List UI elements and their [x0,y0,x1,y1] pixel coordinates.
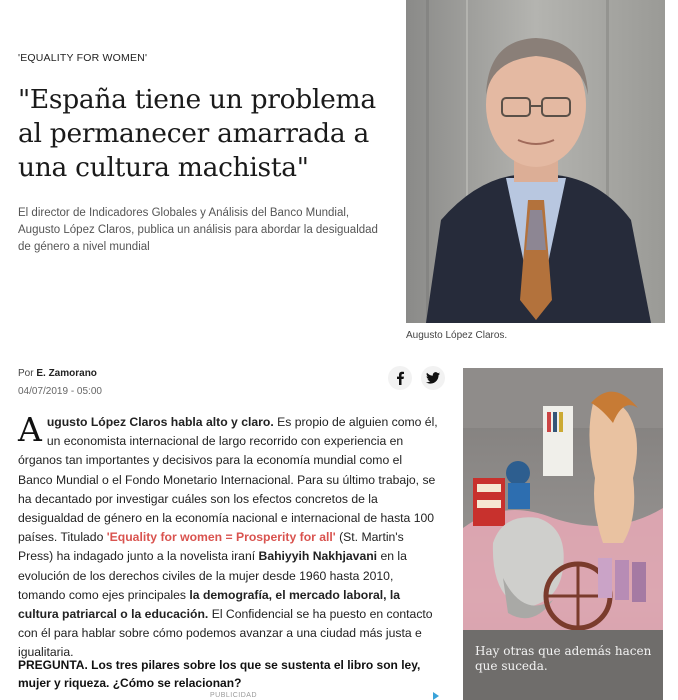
twitter-icon [426,372,440,384]
article-headline: "España tiene un problema al permanecer amarrada a una cultura machista" [18,84,376,183]
article-standfirst: El director de Indicadores Globales y Análisis del Banco Mundial, Augusto López Claros, publica un análisis para abordar la desigualdad de género a nivel mundial [18,207,378,253]
author-link[interactable]: E. Zamorano [36,368,97,379]
lead-bold: ugusto López Claros habla alto y claro. [46,415,274,429]
hero-photo [406,0,665,323]
book-title-link[interactable]: 'Equality for women = Prosperity for all' [106,530,336,545]
body-text-3: en la evolución de los derechos civiles de la mujer desde 1960 hasta 2010, tomando como ejes principales [18,549,407,602]
body-text-2: (St. Martin's Press) ha indagado junto a la novelista iraní [18,530,404,564]
adchoices-icon[interactable] [432,692,440,700]
body-text-1: Es propio de alguien como él, un economista internacional de largo recorrido con experiencia en órganos tan importantes y decisivos para la economía mundial como el Banco Mundial o el Fondo Monetario Internacional. Para su último trabajo, se ha decantado por investigar cuáles son los efectos concretos de la desigualdad de género en la economía nacional e internacional de hasta 100 países. Titulado [18,415,438,545]
axes-bold: la demografía, el mercado laboral, la cultura patriarcal o la educación. [18,587,401,622]
share-twitter-button[interactable] [421,366,445,390]
facebook-icon [395,371,405,385]
author-byline [18,368,97,379]
image-caption: Augusto López Claros. [406,330,508,341]
dropcap: A [18,410,42,449]
article-kicker: 'EQUALITY FOR WOMEN' [18,52,148,64]
publish-date: 04/07/2019 - 05:00 [18,386,102,397]
ad-tagline: Hay otras que además hacen que suceda. [475,644,652,673]
body-text-4: El Confidencial se ha puesto en contacto con él para hablar sobre cómo podemos avanzar a una ciudad más justa e igualitaria. [18,607,433,660]
interview-question: PREGUNTA. Los tres pilares sobre los que se sustenta el libro son ley, mujer y riqueza. ¿Cómo se relacionan? [18,658,421,690]
share-facebook-button[interactable] [388,366,412,390]
ad-label: PUBLICIDAD [210,692,258,699]
article-body [18,410,440,663]
coauthor-name: Bahiyyih Nakhjavani [258,549,378,564]
advertisement-banner[interactable] [463,368,663,700]
author-prefix: Por [18,368,34,379]
